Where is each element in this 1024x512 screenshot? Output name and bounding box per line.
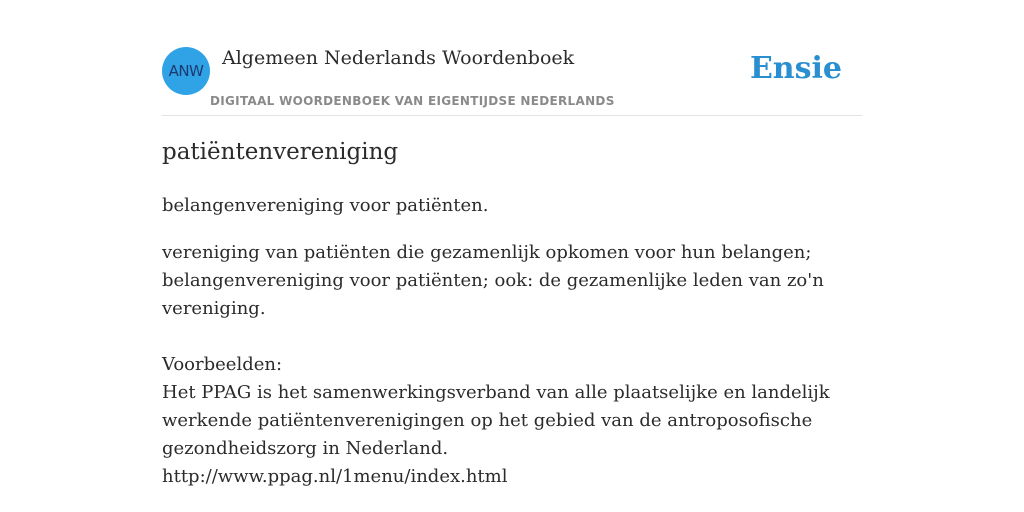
site-title[interactable]: Algemeen Nederlands Woordenboek [222, 47, 575, 69]
entry-content [162, 192, 852, 491]
site-subtitle: DIGITAAL WOORDENBOEK VAN EIGENTIJDSE NEDERLANDS [210, 94, 615, 108]
entry-headword: patiëntenvereniging [162, 139, 399, 165]
anw-logo[interactable]: ANW [162, 47, 210, 95]
ensie-logo[interactable]: Ensie [749, 51, 842, 86]
full-definition: vereniging van patiënten die gezamenlijk opkomen voor hun belangen; belangenvereniging voor patiënten; ook: de gezamenlijke leden van zo'n vereniging. [162, 242, 824, 319]
site-header [162, 44, 862, 116]
example-sentence: Het PPAG is het samenwerkingsverband van alle plaatselijke en landelijk werkende patiëntenverenigingen op het gebied van de antroposofische gezondheidszorg in Nederland. [162, 382, 830, 459]
short-definition: belangenvereniging voor patiënten. [162, 195, 489, 216]
examples-label: Voorbeelden: [162, 354, 283, 375]
source-url: http://www.ppag.nl/1menu/index.html [162, 466, 508, 487]
